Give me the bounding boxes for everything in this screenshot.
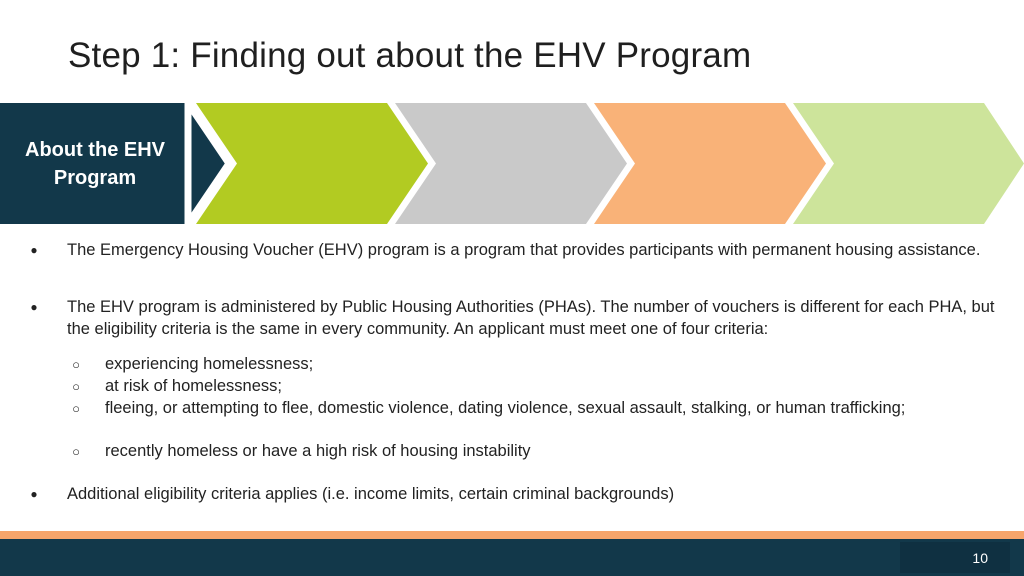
process-step-5[interactable] [793,103,1024,224]
sub-bullet-icon: ○ [72,379,80,394]
process-step-1-label: About the EHV Program [25,138,165,189]
slide-title: Step 1: Finding out about the EHV Program [68,36,752,75]
sub-bullet-icon: ○ [72,401,80,416]
criteria-text: recently homeless or have a high risk of housing instability [105,442,531,460]
bullet-text: The EHV program is administered by Public Housing Authorities (PHAs). The number of vouchers is different for each PHA, but the eligibility criteria is the same in every community. An applicant must meet one of four criteria: [67,298,995,338]
bullet-icon: ● [30,487,38,501]
bullet-icon: ● [30,243,38,257]
process-step-3[interactable] [395,103,627,224]
page-number: 10 [900,542,1010,573]
sub-bullet-icon: ○ [72,357,80,372]
criteria-text: fleeing, or attempting to flee, domestic violence, dating violence, sexual assault, stalking, or human trafficking; [105,399,906,417]
criteria-text: experiencing homelessness; [105,355,314,373]
bullet-text: Additional eligibility criteria applies (i.e. income limits, certain criminal backgrounds) [67,485,675,503]
criteria-text: at risk of homelessness; [105,377,282,395]
sub-bullet-icon: ○ [72,444,80,459]
bullet-text: The Emergency Housing Voucher (EHV) program is a program that provides participants with permanent housing assistance. [67,241,981,259]
bullet-icon: ● [30,300,38,314]
process-step-4[interactable] [594,103,826,224]
footer-bar [0,539,1024,576]
footer-accent-stripe [0,531,1024,539]
